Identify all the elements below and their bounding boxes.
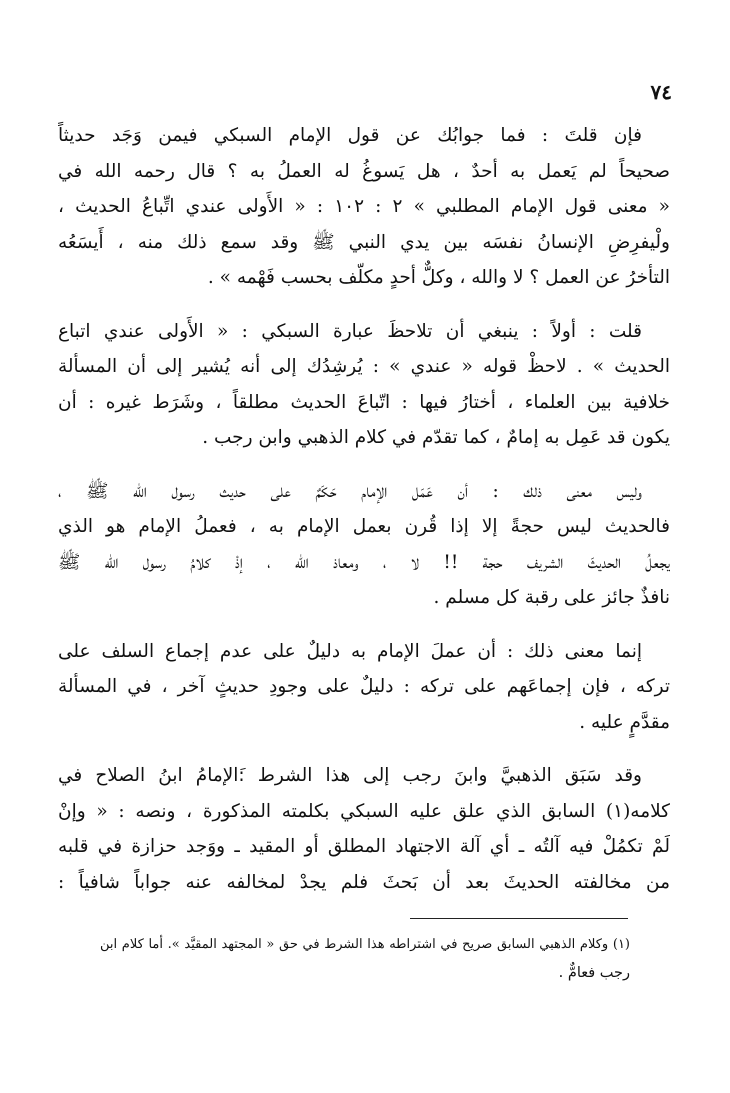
text-line: التأخرُ عن العمل ؟ لا والله ، وكلٌّ أحدٍ مكلّف بحسب فَهْمه » .	[207, 267, 670, 288]
paragraph-5	[58, 758, 670, 900]
text-line: لَمْ تكمُلْ فيه آلتُه ـ أي آلة الاجتهاد المطلق أو المقيد ـ ووَجد حزازة في قلبه	[58, 836, 670, 857]
page-body	[58, 118, 670, 918]
text-line: نافذٌ جائز على رقبة كل مسلم .	[433, 587, 670, 608]
text-line: من مخالفته الحديثَ بعد أن بَحثَ فلم يجدْ لمخالفه عنه جواباً شافياً :	[58, 871, 670, 893]
text-line: وليس معنى ذلك : أن عَمَل الإمام حَكَمٌ على حديث رسول الله ﷺ ،	[58, 480, 642, 502]
text-line: مقدَّمٍ عليه .	[579, 711, 670, 733]
footnote-line: رجب فعامٌّ .	[558, 965, 630, 981]
text-line: « معنى قول الإمام المطلبي » ٢ : ١٠٢ : « الأَولى عندي اتِّباعُ الحديث ،	[58, 196, 670, 217]
page-number: ٧٤	[650, 80, 672, 104]
text-line: إنما معنى ذلك : أن عملَ الإمام به دليلٌ على عدم إجماع السلف على	[58, 640, 642, 662]
text-line: الحديث » . لاحظْ قوله « عندي » : يُرشِدُك إلى أنه يُشير إلى أن المسألة	[58, 356, 670, 377]
text-line: صحيحاً لم يَعمل به أحدٌ ، هل يَسوغُ له العملُ به ؟ قال رحمه الله في	[58, 160, 670, 182]
text-line: ولْيفرِضِ الإنسانُ نفسَه بين يدي النبي ﷺ وقد سمع ذلك منه ، أَيسَعُه	[58, 231, 670, 253]
footnote	[100, 930, 630, 988]
text-line: فإن قلتَ : فما جوابُك عن قول الإمام السبكي فيمن وَجَد حديثاً	[58, 125, 642, 146]
paragraph-1	[58, 118, 670, 296]
footnote-line: (١) وكلام الذهبي السابق صريح في اشتراطه هذا الشرط في حق « المجتهد المقيَّد ». أما كلام ابن	[100, 937, 630, 952]
text-line: قلت : أولاً : ينبغي أن تلاحظَ عبارة السبكي : « الأَولى عندي اتباع	[58, 320, 642, 342]
text-line: وقد سَبَق الذهبيَّ وابنَ رجب إلى هذا الشرط :َالإمامُ ابنُ الصلاح في	[58, 765, 642, 786]
paragraph-2	[58, 314, 670, 456]
paragraph-4	[58, 634, 670, 741]
text-line: تركه ، فإن إجماعَهم على تركه : دليلٌ على وجودِ حديثٍ آخر ، في المسألة	[58, 676, 670, 697]
footnote-divider	[410, 918, 628, 919]
text-line: كلامه(١) السابق الذي علق عليه السبكي بكلمته المذكورة ، ونصه : « وإنْ	[58, 800, 670, 822]
text-line: فالحديث ليس حجةً إلا إذا قُرن بعمل الإمام به ، فعملُ الإمام هو الذي	[58, 516, 670, 537]
text-line: يكون قد عَمِل به إمامٌ ، كما تقدّم في كلام الذهبي وابن رجب .	[202, 427, 670, 448]
paragraph-3	[58, 474, 670, 616]
text-line: خلافية بين العلماء ، أختارُ فيها : اتّباعَ الحديث مطلقاً ، وشَرَط غيره : أن	[58, 391, 670, 413]
text-line: يجعلُ الحديثَ الشريف حجة !! لا ، ومعاذ الله ، إذْ كلامُ رسول الله ﷺ	[58, 551, 670, 573]
